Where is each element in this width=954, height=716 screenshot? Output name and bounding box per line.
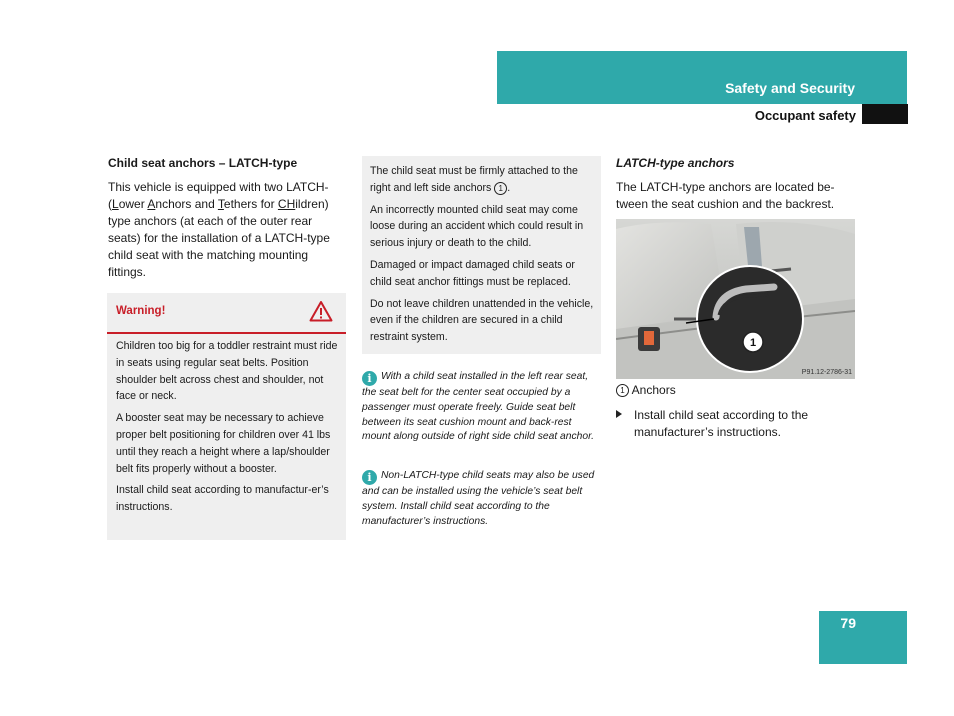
caution-paragraph: An incorrectly mounted child seat may come loose during an accident which could result in serious injury or death to the child. <box>370 203 584 250</box>
header-tab-marker <box>862 104 908 124</box>
warning-paragraph: Children too big for a toddler restraint must ride in seats using regular seat belts. Position shoulder belt across chest and shoulder, not face or neck. <box>116 340 338 403</box>
latch-intro-paragraph: This vehicle is equipped with two LATCH- (Lower Anchors and Tethers for CHildren) type anchors (at each of the outer rear seats) for the installation of a LATCH-type child seat with the matching mounting fittings. <box>108 180 330 279</box>
bullet-arrow-icon <box>616 410 622 418</box>
info-icon: i <box>362 470 377 485</box>
info-icon: i <box>362 371 377 386</box>
callout-marker: 1 <box>494 182 507 195</box>
info-note: i Non-LATCH-type child seats may also be used and can be installed using the vehicle’s seat belt system. Install child seat according to the manufacturer’s instructions. <box>362 470 595 527</box>
caution-paragraph: Damaged or impact damaged child seats or child seat anchor fittings must be replaced. <box>370 258 575 288</box>
page-number: 79 <box>840 615 856 631</box>
header-bar <box>497 51 907 104</box>
latch-anchors-description: The LATCH-type anchors are located be-tween the seat cushion and the backrest. <box>616 180 835 211</box>
rear-seat-anchor-photo <box>616 219 855 379</box>
section-title: Safety and Security <box>725 80 855 96</box>
latch-anchors-heading: LATCH-type anchors <box>616 156 735 170</box>
caution-paragraph: Do not leave children unattended in the vehicle, even if the children are secured in a child restraint system. <box>370 297 594 344</box>
subsection-title: Occupant safety <box>754 108 856 123</box>
caution-body <box>370 163 596 351</box>
photo-callout-number: 1 <box>749 337 757 349</box>
warning-paragraph: Install child seat according to manufactur-er’s instructions. <box>116 484 329 514</box>
warning-label: Warning! <box>116 305 166 317</box>
instruction-step: Install child seat according to the manufacturer’s instructions. <box>616 407 856 441</box>
warning-body <box>116 338 340 521</box>
warning-triangle-icon <box>309 300 333 322</box>
anchors-caption: 1 Anchors <box>616 382 856 399</box>
child-seat-anchors-heading: Child seat anchors – LATCH-type <box>108 156 298 170</box>
info-note: i With a child seat installed in the left rear seat, the seat belt for the center seat occupied by a passenger must operate freely. Guide seat belt between its seat cushion mount and back-rest mount along outside of right side child seat anchor. <box>362 371 595 443</box>
caution-paragraph: The child seat must be firmly attached to the right and left side anchors 1 . <box>370 165 578 194</box>
warning-paragraph: A booster seat may be necessary to achieve proper belt positioning for children over 41 lbs until they reach a height where a lap/shoulder belt fits properly without a booster. <box>116 412 331 475</box>
callout-marker: 1 <box>616 384 629 397</box>
image-code: P91.12-2786-31 <box>801 369 852 376</box>
